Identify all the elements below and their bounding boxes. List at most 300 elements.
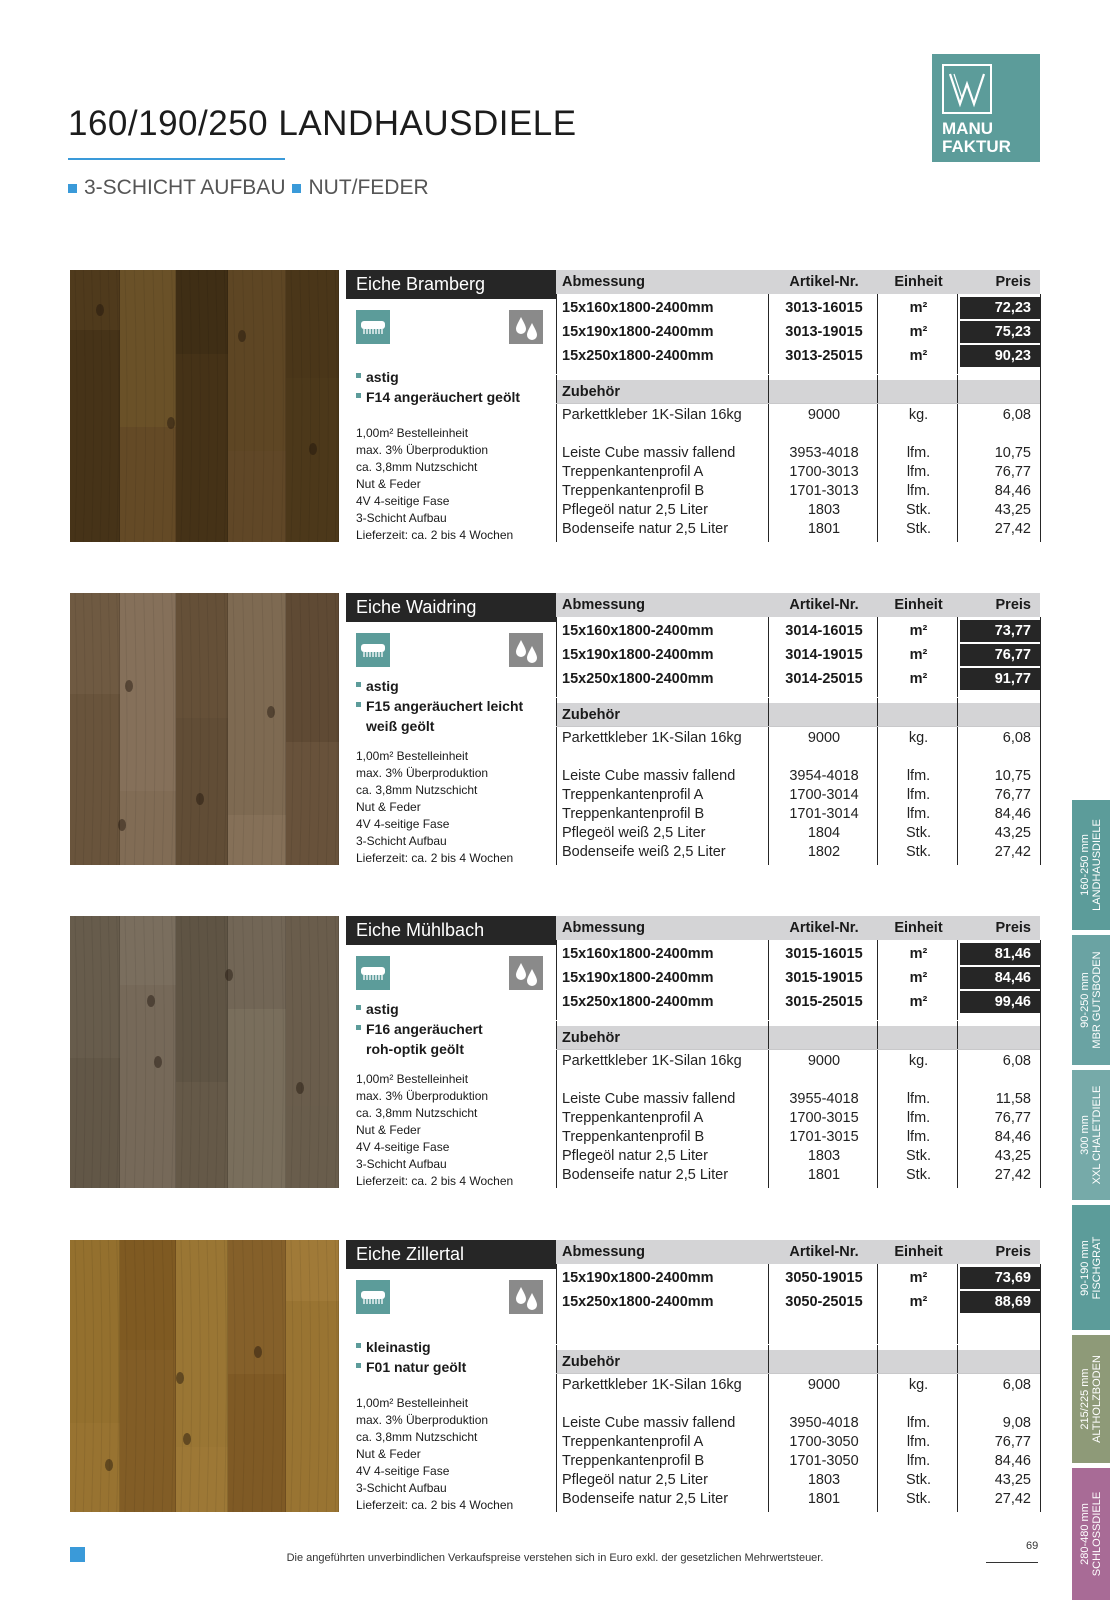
unit-cell: m² — [909, 623, 928, 639]
table-row — [556, 619, 1040, 643]
unit-cell: Stk. — [906, 521, 931, 537]
price-cell: 27,42 — [994, 1167, 1031, 1183]
table-row-divider — [556, 726, 1040, 727]
price-cell: 6,08 — [1002, 1053, 1031, 1069]
table-column-divider — [957, 294, 958, 542]
subtitle-joint: NUT/FEDER — [308, 176, 429, 199]
article-number-cell: 1803 — [807, 1148, 841, 1164]
spec-line: Nut & Feder — [356, 1447, 421, 1461]
accessory-name-cell: Leiste Cube massiv fallend — [562, 445, 736, 461]
unit-cell: kg. — [908, 1053, 929, 1069]
table-row — [556, 1471, 1040, 1490]
feature-item: weiß geölt — [366, 718, 435, 734]
page-number: 69 — [1026, 1540, 1039, 1552]
accessory-name-cell: Bodenseife weiß 2,5 Liter — [562, 844, 726, 860]
table-column-divider — [957, 1264, 958, 1512]
side-tab-size: 215/225 mm — [1079, 1368, 1091, 1430]
bullet-square — [68, 184, 77, 193]
product-features — [356, 367, 520, 407]
article-number-cell: 3014-25015 — [785, 671, 863, 687]
spec-line: Nut & Feder — [356, 1123, 421, 1137]
unit-cell: m² — [909, 946, 928, 962]
price-cell: 27,42 — [994, 844, 1031, 860]
subtitle — [68, 176, 436, 200]
article-number-cell: 3955-4018 — [789, 1091, 859, 1107]
category-side-tabs — [1072, 0, 1110, 1600]
price-cell: 84,46 — [994, 806, 1031, 822]
col-header-dimension: Abmessung — [562, 597, 645, 613]
table-header — [556, 916, 1040, 940]
table-row — [556, 1414, 1040, 1433]
table-column-divider — [877, 617, 878, 865]
price-cell: 11,58 — [995, 1091, 1031, 1107]
table-row-divider — [556, 1344, 1040, 1345]
product-name: Eiche Bramberg — [346, 270, 556, 299]
article-number-cell: 3015-25015 — [785, 994, 863, 1010]
unit-cell: Stk. — [906, 825, 931, 841]
price-cell: 10,75 — [994, 768, 1031, 784]
spec-line: max. 3% Überproduktion — [356, 443, 489, 457]
article-number-cell: 9000 — [807, 730, 841, 746]
table-row — [556, 1290, 1040, 1314]
price-table — [556, 916, 1040, 1188]
accessories-label: Zubehör — [562, 384, 620, 400]
accessory-name-cell: Parkettkleber 1K-Silan 16kg — [562, 730, 742, 746]
unit-cell: Stk. — [906, 502, 931, 518]
product-name: Eiche Waidring — [346, 593, 556, 622]
table-row — [556, 643, 1040, 667]
water-drops-icon — [509, 1280, 543, 1314]
feature-item: F14 angeräuchert geölt — [356, 387, 520, 407]
side-tab[interactable] — [1072, 1335, 1110, 1463]
feature-item: astig — [356, 999, 483, 1019]
accessory-name-cell: Treppenkantenprofil B — [562, 1453, 705, 1469]
accessory-name-cell: Pflegeöl natur 2,5 Liter — [562, 1472, 708, 1488]
side-tab-name: SCHLOSSDIELE — [1091, 1491, 1103, 1577]
dimension-cell: 15x250x1800-2400mm — [562, 994, 714, 1010]
col-header-unit: Einheit — [894, 920, 943, 936]
spec-line: 3-Schicht Aufbau — [356, 1157, 447, 1171]
price-cell: 91,77 — [960, 668, 1040, 690]
price-cell: 10,75 — [994, 445, 1031, 461]
col-header-price: Preis — [995, 274, 1031, 290]
table-row-divider — [556, 1373, 1040, 1374]
unit-cell: m² — [909, 300, 928, 316]
accessory-name-cell: Pflegeöl natur 2,5 Liter — [562, 1148, 708, 1164]
water-drops-icon — [509, 633, 543, 667]
side-tab-size: 160-250 mm — [1079, 834, 1091, 896]
unit-cell: m² — [909, 348, 928, 364]
logo-text-faktur: FAKTUR — [942, 137, 1011, 156]
col-header-article: Artikel-Nr. — [789, 920, 859, 936]
spec-line: Lieferzeit: ca. 2 bis 4 Wochen — [356, 1498, 514, 1512]
accessory-name-cell: Bodenseife natur 2,5 Liter — [562, 1491, 729, 1507]
side-tab-size: 90-190 mm — [1079, 1239, 1091, 1296]
feature-item: kleinastig — [356, 1337, 466, 1357]
price-cell: 27,42 — [994, 521, 1031, 537]
price-table — [556, 1240, 1040, 1512]
side-tab-label — [1079, 1086, 1103, 1185]
side-tab[interactable] — [1072, 935, 1110, 1065]
article-number-cell: 1700-3050 — [789, 1434, 859, 1450]
unit-cell: lfm. — [906, 1453, 931, 1469]
dimension-cell: 15x190x1800-2400mm — [562, 647, 714, 663]
price-cell: 73,69 — [960, 1267, 1040, 1289]
spec-line: Lieferzeit: ca. 2 bis 4 Wochen — [356, 528, 514, 542]
price-cell: 84,46 — [960, 967, 1040, 989]
unit-cell: m² — [909, 994, 928, 1010]
article-number-cell: 1701-3014 — [789, 806, 859, 822]
accessory-name-cell: Leiste Cube massiv fallend — [562, 1091, 736, 1107]
side-tab-size: 280-480 mm — [1079, 1503, 1091, 1565]
col-header-unit: Einheit — [894, 1244, 943, 1260]
price-cell: 73,77 — [960, 620, 1040, 642]
side-tab[interactable] — [1072, 1468, 1110, 1600]
table-row — [556, 1166, 1040, 1185]
col-header-dimension: Abmessung — [562, 1244, 645, 1260]
col-header-unit: Einheit — [894, 274, 943, 290]
wood-floor-photo — [70, 916, 339, 1188]
water-drops-icon — [509, 956, 543, 990]
article-number-cell: 1700-3015 — [789, 1110, 859, 1126]
spec-line: max. 3% Überproduktion — [356, 766, 489, 780]
table-row — [556, 1090, 1040, 1109]
article-number-cell: 9000 — [807, 1053, 841, 1069]
feature-item: astig — [356, 676, 523, 696]
article-number-cell: 3950-4018 — [789, 1415, 859, 1431]
table-row — [556, 767, 1040, 786]
table-row — [556, 501, 1040, 520]
table-row — [556, 344, 1040, 368]
spec-line: max. 3% Überproduktion — [356, 1089, 489, 1103]
spec-line: 3-Schicht Aufbau — [356, 511, 447, 525]
feature-item: astig — [356, 367, 520, 387]
unit-cell: Stk. — [906, 844, 931, 860]
product-name: Eiche Mühlbach — [346, 916, 556, 945]
price-cell: 76,77 — [994, 1110, 1031, 1126]
price-cell: 84,46 — [994, 1129, 1031, 1145]
col-header-price: Preis — [995, 597, 1031, 613]
table-row — [556, 1376, 1040, 1395]
table-column-divider — [1040, 940, 1041, 1188]
price-cell: 6,08 — [1002, 407, 1031, 423]
accessory-name-cell: Treppenkantenprofil A — [562, 1434, 704, 1450]
table-column-divider — [877, 1264, 878, 1512]
table-header — [556, 1240, 1040, 1264]
logo-text-manu: MANU — [942, 119, 993, 138]
table-column-divider — [768, 940, 769, 1188]
table-row-divider — [556, 403, 1040, 404]
brush-icon — [356, 633, 390, 667]
col-header-article: Artikel-Nr. — [789, 597, 859, 613]
price-cell: 43,25 — [994, 1148, 1031, 1164]
table-column-divider — [1040, 617, 1041, 865]
accessory-name-cell: Parkettkleber 1K-Silan 16kg — [562, 1377, 742, 1393]
article-number-cell: 3014-19015 — [785, 647, 863, 663]
article-number-cell: 1700-3014 — [789, 787, 859, 803]
unit-cell: lfm. — [906, 1415, 931, 1431]
table-row — [556, 1490, 1040, 1509]
table-row — [556, 463, 1040, 482]
spec-line: ca. 3,8mm Nutzschicht — [356, 783, 478, 797]
price-cell: 88,69 — [960, 1291, 1040, 1313]
feature-item: roh-optik geölt — [366, 1041, 464, 1057]
price-cell: 76,77 — [960, 644, 1040, 666]
article-number-cell: 1801 — [807, 1491, 841, 1507]
spec-line: 4V 4-seitige Fase — [356, 494, 450, 508]
wood-floor-photo — [70, 1240, 339, 1512]
title-underline — [68, 158, 285, 160]
unit-cell: m² — [909, 671, 928, 687]
unit-cell: lfm. — [906, 1434, 931, 1450]
accessory-name-cell: Treppenkantenprofil B — [562, 806, 705, 822]
accessory-name-cell: Leiste Cube massiv fallend — [562, 768, 736, 784]
dimension-cell: 15x160x1800-2400mm — [562, 623, 714, 639]
table-row — [556, 786, 1040, 805]
article-number-cell: 3015-16015 — [785, 946, 863, 962]
product-specs — [356, 748, 513, 867]
table-row-divider — [556, 1020, 1040, 1021]
spec-line: Nut & Feder — [356, 477, 421, 491]
spec-line: 1,00m² Bestelleinheit — [356, 426, 469, 440]
manufaktur-logo — [932, 54, 1040, 162]
product-name: Eiche Zillertal — [346, 1240, 556, 1269]
col-header-dimension: Abmessung — [562, 920, 645, 936]
article-number-cell: 3013-25015 — [785, 348, 863, 364]
spec-line: 4V 4-seitige Fase — [356, 1464, 450, 1478]
article-number-cell: 1701-3050 — [789, 1453, 859, 1469]
dimension-cell: 15x190x1800-2400mm — [562, 1270, 714, 1286]
table-column-divider — [877, 294, 878, 542]
table-row — [556, 990, 1040, 1014]
unit-cell: Stk. — [906, 1491, 931, 1507]
product-section — [0, 1240, 1110, 1512]
product-features — [356, 999, 483, 1059]
spec-line: 1,00m² Bestelleinheit — [356, 1072, 469, 1086]
accessories-header — [556, 1026, 1040, 1050]
product-info — [346, 593, 556, 865]
price-cell: 84,46 — [994, 1453, 1031, 1469]
table-row — [556, 1452, 1040, 1471]
accessory-name-cell: Treppenkantenprofil B — [562, 1129, 705, 1145]
side-tab[interactable] — [1072, 1205, 1110, 1330]
unit-cell: lfm. — [906, 806, 931, 822]
price-cell: 75,23 — [960, 321, 1040, 343]
side-tab-label — [1079, 1236, 1103, 1299]
accessories-header — [556, 380, 1040, 404]
page-number-rule — [986, 1562, 1038, 1563]
article-number-cell: 9000 — [807, 407, 841, 423]
price-cell: 90,23 — [960, 345, 1040, 367]
article-number-cell: 1802 — [807, 844, 841, 860]
accessory-name-cell: Pflegeöl natur 2,5 Liter — [562, 502, 708, 518]
table-row — [556, 1433, 1040, 1452]
table-row — [556, 296, 1040, 320]
product-specs — [356, 1071, 513, 1190]
unit-cell: m² — [909, 970, 928, 986]
water-drops-icon — [509, 310, 543, 344]
unit-cell: kg. — [908, 1377, 929, 1393]
price-cell: 99,46 — [960, 991, 1040, 1013]
col-header-unit: Einheit — [894, 597, 943, 613]
dimension-cell: 15x160x1800-2400mm — [562, 300, 714, 316]
table-row — [556, 444, 1040, 463]
spec-line: 3-Schicht Aufbau — [356, 1481, 447, 1495]
article-number-cell: 1803 — [807, 502, 841, 518]
unit-cell: kg. — [908, 407, 929, 423]
price-cell: 76,77 — [994, 464, 1031, 480]
table-column-divider — [1040, 294, 1041, 542]
table-row — [556, 482, 1040, 501]
article-number-cell: 1804 — [807, 825, 841, 841]
table-row — [556, 1266, 1040, 1290]
table-header — [556, 593, 1040, 617]
brush-icon — [356, 310, 390, 344]
table-header — [556, 270, 1040, 294]
price-cell: 27,42 — [994, 1491, 1031, 1507]
table-row — [556, 1128, 1040, 1147]
table-column-divider — [768, 294, 769, 542]
side-tab-label — [1079, 951, 1103, 1048]
side-tab-name: LANDHAUSDIELE — [1091, 819, 1103, 911]
unit-cell: kg. — [908, 730, 929, 746]
side-tab[interactable] — [1072, 800, 1110, 930]
article-number-cell: 3050-25015 — [785, 1294, 863, 1310]
side-tab-label — [1079, 1355, 1103, 1443]
spec-line: ca. 3,8mm Nutzschicht — [356, 1430, 478, 1444]
side-tab-name: ALTHOLZBODEN — [1091, 1355, 1103, 1443]
feature-item: F16 angeräuchert — [356, 1019, 483, 1039]
accessories-label: Zubehör — [562, 707, 620, 723]
price-cell: 6,08 — [1002, 1377, 1031, 1393]
spec-line: Lieferzeit: ca. 2 bis 4 Wochen — [356, 1174, 514, 1188]
table-column-divider — [556, 1264, 557, 1512]
product-info — [346, 1240, 556, 1512]
article-number-cell: 1801 — [807, 521, 841, 537]
unit-cell: m² — [909, 324, 928, 340]
side-tab-size: 300 mm — [1079, 1115, 1091, 1155]
accessory-name-cell: Parkettkleber 1K-Silan 16kg — [562, 1053, 742, 1069]
feature-item: F01 natur geölt — [356, 1357, 466, 1377]
side-tab[interactable] — [1072, 1070, 1110, 1200]
brush-icon — [356, 1280, 390, 1314]
article-number-cell: 3954-4018 — [789, 768, 859, 784]
table-row — [556, 1052, 1040, 1071]
spec-line: 1,00m² Bestelleinheit — [356, 749, 469, 763]
product-features — [356, 1337, 466, 1377]
side-tab-name: MBR GUTSBODEN — [1091, 951, 1103, 1049]
product-specs — [356, 425, 513, 544]
accessory-name-cell: Bodenseife natur 2,5 Liter — [562, 521, 729, 537]
accessories-header — [556, 703, 1040, 727]
unit-cell: lfm. — [906, 1129, 931, 1145]
article-number-cell: 3013-16015 — [785, 300, 863, 316]
accessory-name-cell: Treppenkantenprofil A — [562, 787, 704, 803]
table-column-divider — [957, 940, 958, 1188]
accessory-name-cell: Bodenseife natur 2,5 Liter — [562, 1167, 729, 1183]
table-row — [556, 320, 1040, 344]
accessories-header — [556, 1350, 1040, 1374]
bullet-square — [292, 184, 301, 193]
unit-cell: m² — [909, 647, 928, 663]
unit-cell: m² — [909, 1270, 928, 1286]
unit-cell: lfm. — [906, 445, 931, 461]
spec-line: Lieferzeit: ca. 2 bis 4 Wochen — [356, 851, 514, 865]
accessory-name-cell: Pflegeöl weiß 2,5 Liter — [562, 825, 706, 841]
col-header-dimension: Abmessung — [562, 274, 645, 290]
price-cell: 81,46 — [960, 943, 1040, 965]
article-number-cell: 3014-16015 — [785, 623, 863, 639]
table-row — [556, 1109, 1040, 1128]
table-row — [556, 667, 1040, 691]
table-row — [556, 1147, 1040, 1166]
spec-line: 4V 4-seitige Fase — [356, 1140, 450, 1154]
table-row-divider — [556, 697, 1040, 698]
spec-line: 3-Schicht Aufbau — [356, 834, 447, 848]
article-number-cell: 3050-19015 — [785, 1270, 863, 1286]
unit-cell: Stk. — [906, 1472, 931, 1488]
table-row — [556, 729, 1040, 748]
price-cell: 9,08 — [1002, 1415, 1031, 1431]
price-cell: 76,77 — [994, 1434, 1031, 1450]
dimension-cell: 15x250x1800-2400mm — [562, 1294, 714, 1310]
price-cell: 72,23 — [960, 297, 1040, 319]
unit-cell: lfm. — [906, 787, 931, 803]
article-number-cell: 1801 — [807, 1167, 841, 1183]
w-logo-icon — [942, 64, 992, 114]
table-row — [556, 805, 1040, 824]
unit-cell: lfm. — [906, 768, 931, 784]
dimension-cell: 15x160x1800-2400mm — [562, 946, 714, 962]
table-column-divider — [877, 940, 878, 1188]
table-column-divider — [556, 940, 557, 1188]
spec-line: ca. 3,8mm Nutzschicht — [356, 460, 478, 474]
price-table — [556, 270, 1040, 542]
side-tab-label — [1079, 819, 1103, 911]
page-title: 160/190/250 LANDHAUSDIELE — [68, 104, 577, 143]
accessory-name-cell: Leiste Cube massiv fallend — [562, 1415, 736, 1431]
spec-line: Nut & Feder — [356, 800, 421, 814]
table-row-divider — [556, 1049, 1040, 1050]
accessories-label: Zubehör — [562, 1354, 620, 1370]
table-row — [556, 843, 1040, 862]
article-number-cell: 9000 — [807, 1377, 841, 1393]
product-section — [0, 916, 1110, 1188]
spec-line: ca. 3,8mm Nutzschicht — [356, 1106, 478, 1120]
table-row — [556, 942, 1040, 966]
accessory-name-cell: Treppenkantenprofil A — [562, 1110, 704, 1126]
article-number-cell: 3013-19015 — [785, 324, 863, 340]
product-specs — [356, 1395, 513, 1514]
price-cell: 43,25 — [994, 825, 1031, 841]
feature-item: F15 angeräuchert leicht — [356, 696, 523, 716]
unit-cell: m² — [909, 1294, 928, 1310]
article-number-cell: 1700-3013 — [789, 464, 859, 480]
price-table — [556, 593, 1040, 865]
table-row — [556, 966, 1040, 990]
table-column-divider — [768, 1264, 769, 1512]
col-header-price: Preis — [995, 920, 1031, 936]
unit-cell: Stk. — [906, 1167, 931, 1183]
side-tab-size: 90-250 mm — [1079, 972, 1091, 1028]
price-cell: 43,25 — [994, 502, 1031, 518]
accessories-label: Zubehör — [562, 1030, 620, 1046]
table-column-divider — [957, 617, 958, 865]
article-number-cell: 1701-3013 — [789, 483, 859, 499]
col-header-price: Preis — [995, 1244, 1031, 1260]
table-column-divider — [556, 617, 557, 865]
brush-icon — [356, 956, 390, 990]
